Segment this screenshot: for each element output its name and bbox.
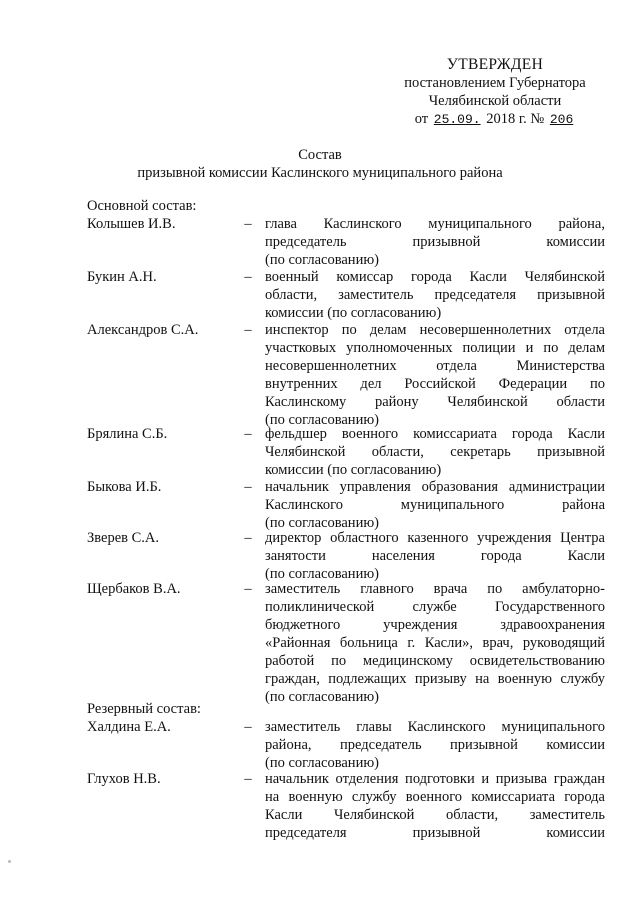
position-line: «Районная больница г. Касли», врач, руководящий: [265, 635, 605, 651]
member-position: [265, 215, 605, 269]
member-dash: –: [244, 479, 252, 495]
position-line: внутренних дел Российской Федерации по: [265, 376, 605, 392]
member-position: [265, 529, 605, 583]
member-dash: –: [244, 269, 252, 285]
approval-line-2: Челябинской области: [428, 93, 562, 109]
position-line: заместитель главного врача по амбулаторно-: [265, 581, 605, 597]
member-position: [265, 718, 605, 772]
member-name: Букин А.Н.: [87, 269, 157, 285]
position-line: (по согласованию): [265, 515, 379, 531]
position-line: работой по медицинскому освидетельствованию: [265, 653, 605, 669]
member-position: [265, 425, 605, 479]
position-line: Каслинскому району Челябинской области: [265, 394, 605, 410]
member-dash: –: [244, 426, 252, 442]
member-dash: –: [244, 771, 252, 787]
reserve-section-label: Резервный состав:: [87, 701, 201, 717]
member-dash: –: [244, 322, 252, 338]
position-line: на военную службу военного комиссариата города: [265, 789, 605, 805]
position-line: (по согласованию): [265, 412, 379, 428]
approval-block: [385, 56, 605, 129]
member-dash: –: [244, 719, 252, 735]
scan-artifact: [8, 860, 11, 863]
position-line: Каслинского муниципального района: [265, 497, 605, 513]
member-position: [265, 478, 605, 532]
approval-title: УТВЕРЖДЕН: [446, 56, 544, 73]
position-line: Челябинской области, секретарь призывной: [265, 444, 605, 460]
position-line: заместитель главы Каслинского муниципального: [265, 719, 605, 735]
position-line: начальник управления образования администрации: [265, 479, 605, 495]
position-line: начальник отделения подготовки и призыва граждан: [265, 771, 605, 787]
position-line: поликлинической службе Государственного: [265, 599, 605, 615]
member-name: Брялина С.Б.: [87, 426, 168, 442]
member-position: [265, 580, 605, 706]
document-heading: [0, 146, 640, 182]
member-name: Александров С.А.: [87, 322, 199, 338]
position-line: военный комиссар города Касли Челябинской: [265, 269, 605, 285]
position-line: комиссии (по согласованию): [265, 462, 442, 478]
decree-number: 206: [549, 112, 574, 127]
date-year: 2018 г. №: [486, 111, 545, 127]
position-line: занятости населения города Касли: [265, 548, 605, 564]
position-line: (по согласованию): [265, 755, 379, 771]
date-prefix: от: [414, 111, 429, 127]
position-line: граждан, подлежащих призыву на военную службу: [265, 671, 605, 687]
member-position: [265, 268, 605, 322]
position-line: (по согласованию): [265, 689, 379, 705]
position-line: (по согласованию): [265, 566, 379, 582]
position-line: инспектор по делам несовершеннолетних отдела: [265, 322, 605, 338]
member-name: Колышев И.В.: [87, 216, 176, 232]
position-line: председатель призывной комиссии: [265, 234, 605, 250]
member-name: Глухов Н.В.: [87, 771, 161, 787]
position-line: комиссии (по согласованию): [265, 305, 442, 321]
position-line: бюджетного учреждения здравоохранения: [265, 617, 605, 633]
member-position: [265, 321, 605, 429]
position-line: глава Каслинского муниципального района,: [265, 216, 605, 232]
position-line: несовершеннолетних отдела Министерства: [265, 358, 605, 374]
position-line: участковых уполномоченных полиции и по делам: [265, 340, 605, 356]
approval-line-1: постановлением Губернатора: [404, 75, 586, 91]
member-position: [265, 770, 605, 842]
member-name: Быкова И.Б.: [87, 479, 162, 495]
member-name: Зверев С.А.: [87, 530, 160, 546]
position-line: Касли Челябинской области, заместитель: [265, 807, 605, 823]
main-section-label: Основной состав:: [87, 198, 197, 214]
position-line: фельдшер военного комиссариата города Касли: [265, 426, 605, 442]
heading-line-2: призывной комиссии Каслинского муниципального района: [137, 165, 503, 181]
position-line: (по согласованию): [265, 252, 379, 268]
date-value: 25.09.: [433, 112, 481, 127]
position-line: области, заместитель председателя призывной: [265, 287, 605, 303]
member-dash: –: [244, 216, 252, 232]
position-line: района, председатель призывной комиссии: [265, 737, 605, 753]
member-name: Халдина Е.А.: [87, 719, 171, 735]
member-dash: –: [244, 581, 252, 597]
member-name: Щербаков В.А.: [87, 581, 181, 597]
approval-date-row: [385, 110, 605, 129]
member-dash: –: [244, 530, 252, 546]
position-line: председателя призывной комиссии: [265, 825, 605, 841]
position-line: директор областного казенного учреждения Центра: [265, 530, 605, 546]
heading-line-1: Состав: [298, 147, 342, 163]
